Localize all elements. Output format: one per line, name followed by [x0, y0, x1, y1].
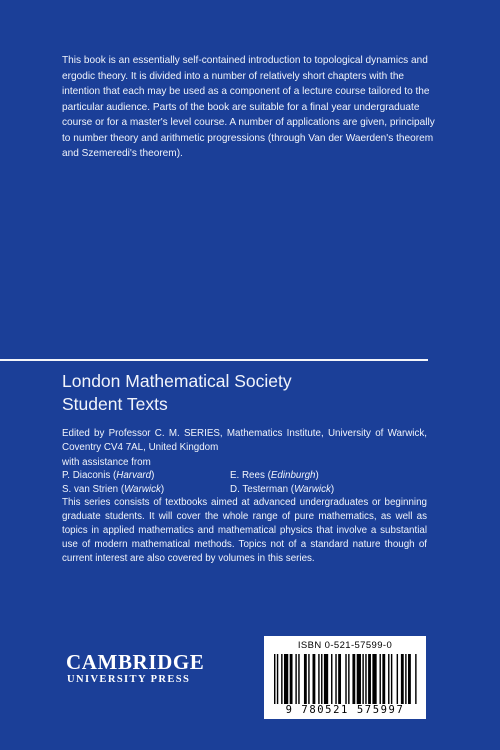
assistant-row [62, 469, 427, 483]
publisher-subname: UNIVERSITY PRESS [67, 674, 191, 685]
series-title-line-1: London Mathematical Society [62, 371, 292, 391]
publisher-name: CAMBRIDGE [66, 650, 205, 674]
book-blurb: This book is an essentially self-contained introduction to topological dynamics and ergodic theory. It is divided into a number of relatively short chapters with the intention that each may be used as a component of a lecture course tailored to the particular audience. Parts of the book are suitable for a final year undergraduate course or for a master's level course. A number of applications are given, principally to number theory and arithmetic progressions (through Van der Waerden's theorem and Szemeredi's theorem). [62, 55, 435, 159]
assistant-entry: E. Rees (Edinburgh) [230, 470, 319, 481]
divider-rule [0, 359, 428, 361]
assistant-row [62, 483, 427, 497]
series-title-line-2: Student Texts [62, 394, 168, 414]
barcode-panel [264, 636, 426, 719]
assistant-entry: D. Testerman (Warwick) [230, 483, 335, 495]
ean-number: 9 780521 575997 [285, 704, 405, 716]
assistance-label: with assistance from [62, 457, 151, 468]
assistant-entry: P. Diaconis (Harvard) [62, 470, 155, 481]
assistant-list [62, 469, 427, 496]
series-editor: Edited by Professor C. M. SERIES, Mathematics Institute, University of Warwick, Coventry CV4 7AL, United Kingdom [62, 428, 427, 453]
series-description: This series consists of textbooks aimed at advanced undergraduates or beginning graduate students. It will cover the whole range of pure mathematics, as well as topics in applied mathematics and mathematical physics that involve a substantial use of modern mathematical methods. Topics not of a standard nature though of current interest are also covered by volumes in this series. [62, 497, 427, 564]
barcode-icon [274, 654, 418, 704]
assistant-entry: S. van Strien (Warwick) [62, 483, 165, 495]
isbn-label: ISBN 0-521-57599-0 [297, 640, 393, 651]
publisher-logo [66, 651, 204, 686]
series-title [62, 370, 292, 416]
